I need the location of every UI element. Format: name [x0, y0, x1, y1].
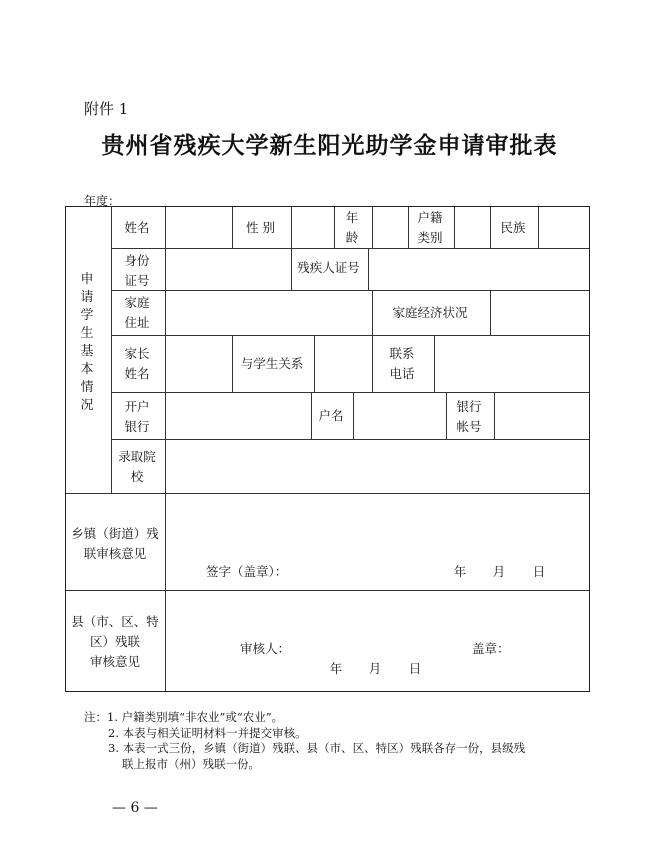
- county-date-month: 月: [368, 661, 382, 676]
- note-2: 2. 本表与相关证明材料一并提交审核。: [108, 725, 307, 740]
- note-1: 注：1. 户籍类别填“非农业”或“农业”。: [84, 710, 284, 724]
- label-account-name: 户名: [318, 408, 344, 423]
- township-sign-label: 签字（盖章）：: [206, 564, 288, 579]
- attachment-label: 附件 1: [84, 100, 129, 118]
- county-seal-label: 盖章：: [472, 641, 510, 656]
- label-relation: 与学生关系: [240, 356, 304, 371]
- section-basic-info-label: 申请学生基本情况: [80, 272, 94, 413]
- label-id-number: 身份 证号: [124, 253, 150, 288]
- township-date-month: 月: [492, 564, 506, 579]
- county-date-year: 年: [329, 661, 343, 676]
- label-economic-status: 家庭经济状况: [392, 305, 468, 320]
- label-household-type: 户籍 类别: [417, 210, 443, 245]
- label-county-review: 县（市、区、特 区）残联 审核意见: [71, 614, 159, 669]
- label-township-review: 乡镇（街道）残 联审核意见: [71, 526, 159, 561]
- label-ethnicity: 民族: [500, 220, 526, 235]
- label-parent-name: 家长 姓名: [124, 346, 150, 381]
- label-gender: 性 别: [246, 220, 275, 235]
- year-label: 年度：: [84, 194, 121, 208]
- label-phone: 联系 电话: [389, 346, 415, 381]
- county-date-day: 日: [408, 661, 422, 676]
- label-age: 年 龄: [345, 210, 359, 245]
- note-3-cont: 联上报市（州）残联一份。: [122, 756, 260, 771]
- label-bank-account: 银行 帐号: [456, 399, 482, 434]
- form-title: 贵州省残疾大学新生阳光助学金申请审批表: [101, 132, 558, 159]
- label-address: 家庭 住址: [124, 295, 150, 330]
- label-name: 姓名: [124, 220, 150, 235]
- township-date-day: 日: [532, 564, 546, 579]
- label-disability-cert: 残疾人证号: [297, 260, 360, 275]
- county-reviewer-label: 审核人：: [240, 641, 291, 656]
- page-number: — 6 —: [112, 800, 158, 816]
- township-date-year: 年: [453, 564, 467, 579]
- label-school: 录取院 校: [118, 449, 156, 484]
- label-bank: 开户 银行: [124, 399, 150, 434]
- notes-block: [84, 710, 525, 772]
- note-3: 3. 本表一式三份，乡镇（街道）残联、县（市、区、特区）残联各存一份，县级残: [108, 741, 526, 755]
